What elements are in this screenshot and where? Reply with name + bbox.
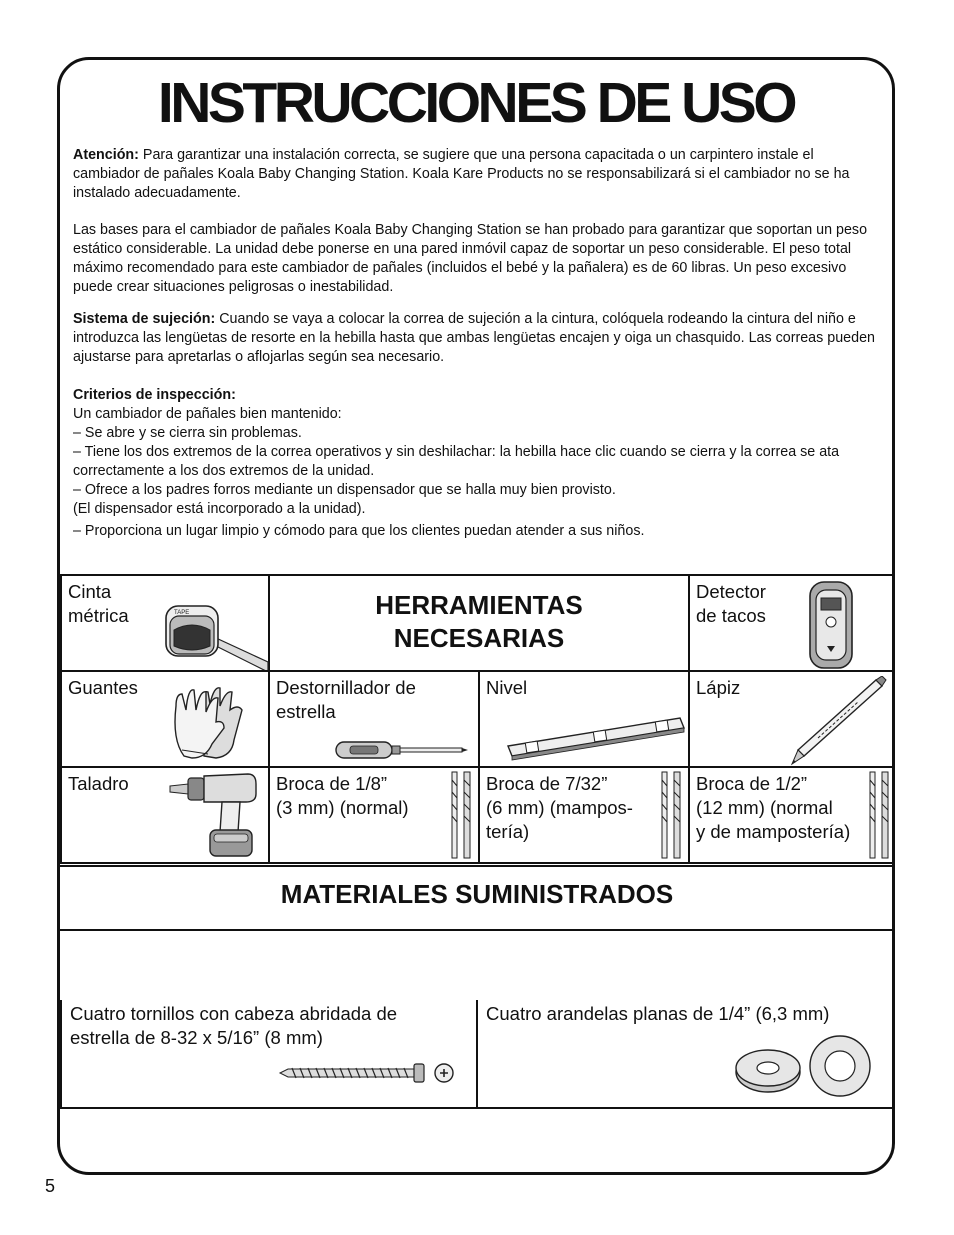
tools-heading-line2: NECESARIAS <box>393 623 565 653</box>
gloves-icon <box>162 680 250 764</box>
attention-paragraph <box>73 146 883 203</box>
tool-label: Broca de 1/2” (12 mm) (normal y de mampostería) <box>696 773 851 842</box>
page-number: 5 <box>45 1176 56 1196</box>
material-cell-screws <box>61 1000 477 1108</box>
tool-label: Detector de tacos <box>696 581 766 626</box>
content-frame <box>57 57 895 1175</box>
tape-measure-icon <box>160 600 270 670</box>
inspection-line: – Proporciona un lugar limpio y cómodo para que los clientes puedan atender a sus niños. <box>73 523 645 539</box>
inspection-label: Criterios de inspección: <box>73 387 236 403</box>
materials-table <box>60 1000 895 1109</box>
screwdriver-icon <box>332 738 472 762</box>
tool-cell-bit-large <box>689 767 895 863</box>
material-cell-washers <box>477 1000 895 1108</box>
drill-icon <box>168 772 258 860</box>
tool-label: Guantes <box>68 677 138 698</box>
inspection-section <box>73 386 883 541</box>
tool-label: Cinta métrica <box>68 581 129 626</box>
inspection-line: (El dispensador está incorporado a la unidad). <box>73 501 366 517</box>
tool-cell-bit-small <box>269 767 479 863</box>
inspection-line: Un cambiador de pañales bien mantenido: <box>73 406 342 422</box>
tools-heading-cell <box>269 575 689 671</box>
tool-cell-pencil <box>689 671 895 767</box>
tool-label: Broca de 1/8” (3 mm) (normal) <box>276 773 409 818</box>
materials-heading: MATERIALES SUMINISTRADOS <box>280 879 674 909</box>
pencil-icon <box>788 676 888 766</box>
tool-label: Destornillador de estrella <box>276 677 416 722</box>
tool-cell-level <box>479 671 689 767</box>
restraint-paragraph <box>73 310 883 367</box>
drill-bits-icon <box>866 768 894 862</box>
washers-icon <box>734 1034 874 1098</box>
level-icon <box>504 712 688 762</box>
tool-cell-screwdriver <box>269 671 479 767</box>
tools-heading-line1: HERRAMIENTAS <box>375 590 583 620</box>
inspection-line: – Tiene los dos extremos de la correa operativos y sin deshilachar: la hebilla hace clic cuando se cierra y la correa se ata correctamente a los dos extremos de la unidad. <box>73 444 840 479</box>
material-label: Cuatro arandelas planas de 1/4” (6,3 mm) <box>486 1003 830 1024</box>
inspection-line: – Se abre y se cierra sin problemas. <box>73 425 302 441</box>
tape-brand-text: TAPE <box>174 610 190 616</box>
tool-cell-tape-measure <box>61 575 269 671</box>
tool-label: Nivel <box>486 677 528 698</box>
drill-bits-icon <box>448 768 476 862</box>
inspection-line: – Ofrece a los padres forros mediante un dispensador que se halla muy bien provisto. <box>73 482 616 498</box>
tool-label: Lápiz <box>696 677 741 698</box>
restraint-text: Cuando se vaya a colocar la correa de sujeción a la cintura, colóquela rodeando la cintura del niño e introduzca las lengüetas de resorte en la hebilla hasta que ambas lengüetas encajen y oiga un chasquido. Las correas pueden ajustarse para apretarlas o aflojarlas según sea necesario. <box>73 311 875 365</box>
stud-finder-icon <box>804 580 858 670</box>
tool-cell-stud-finder <box>689 575 895 671</box>
tool-label: Broca de 7/32” (6 mm) (mampos- tería) <box>486 773 633 842</box>
tool-cell-bit-medium <box>479 767 689 863</box>
screw-icon <box>278 1060 458 1086</box>
bases-paragraph: Las bases para el cambiador de pañales Koala Baby Changing Station se han probado para garantizar que soportan un peso estático considerable. La unidad debe ponerse en una pared inmóvil capaz de soportar un peso considerable. El peso total máximo recomendado para este cambiador de pañales (incluidos el bebé y la pañalera) es de 60 libras. Un peso excesivo puede crear situaciones peligrosas o inestabilidad. <box>73 222 868 295</box>
restraint-label: Sistema de sujeción: <box>73 311 216 327</box>
drill-bits-icon <box>658 768 686 862</box>
tools-table <box>60 574 895 864</box>
tool-cell-drill <box>61 767 269 863</box>
material-label: Cuatro tornillos con cabeza abridada de estrella de 8-32 x 5/16” (8 mm) <box>70 1003 398 1048</box>
attention-text: Para garantizar una instalación correcta, se sugiere que una persona capacitada o un carpintero instale el cambiador de pañales Koala Baby Changing Station. Koala Kare Products no se responsabilizará si el cambiador no se ha instalado adecuadamente. <box>73 147 850 201</box>
page-title: INSTRUCCIONES DE USO <box>157 71 795 135</box>
attention-label: Atención: <box>73 147 139 163</box>
tool-cell-gloves <box>61 671 269 767</box>
tool-label: Taladro <box>68 773 129 794</box>
materials-heading-band <box>60 865 894 931</box>
